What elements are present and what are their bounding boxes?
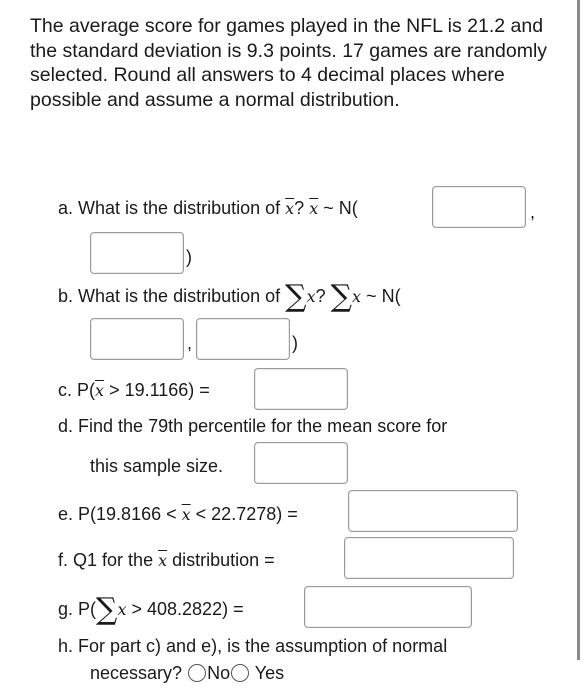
answer-g-input[interactable]: [304, 586, 472, 628]
letter-d: d.: [58, 416, 74, 436]
answer-b-sd-input[interactable]: [196, 318, 290, 360]
xbar-symbol: $\overline{x}$: [309, 199, 319, 218]
question-a: a. What is the distribution of $\overline{x}$? $\overline{x}$ ~ N(: [58, 198, 358, 218]
problem-statement: The average score for games played in the NFL is 21.2 and the standard deviation is 9.3 points. 17 games are randomly selected. Round all answers to 4 decimal places where possible and assume a normal distribution.: [30, 15, 548, 111]
question-f: f. Q1 for the $\overline{x}$ distribution =: [58, 550, 275, 570]
sigma-symbol: ∑: [285, 279, 307, 314]
letter-b: b.: [58, 286, 74, 306]
letter-a: a.: [58, 198, 74, 218]
answer-f-input[interactable]: [344, 537, 514, 579]
right-border: [577, 0, 580, 660]
radio-yes-label[interactable]: Yes: [254, 663, 285, 683]
answer-a-sd-input[interactable]: [90, 232, 184, 274]
answer-c-input[interactable]: [254, 368, 348, 410]
letter-h: h.: [58, 636, 74, 656]
radio-no[interactable]: [188, 664, 206, 682]
answer-d-input[interactable]: [254, 442, 348, 484]
letter-f: f.: [58, 550, 69, 570]
sigma-symbol: ∑: [96, 592, 118, 627]
question-d: d. Find the 79th percentile for the mean score for: [58, 416, 448, 436]
question-h-line2: necessary? No Yes: [90, 663, 285, 683]
question-e: e. $P(19.8166 < \overline{x} < 22.7278)$ =: [58, 504, 298, 524]
radio-yes[interactable]: [231, 664, 249, 682]
question-g: g. P(∑x > 408.2822) =: [58, 592, 244, 627]
answer-b-mean-input[interactable]: [90, 318, 184, 360]
letter-e: e.: [58, 504, 74, 524]
answer-a-mean-input[interactable]: [432, 186, 526, 228]
xbar-symbol: $\overline{x}$: [95, 381, 105, 400]
question-d-line2: this sample size.: [90, 456, 224, 476]
question-h: h. For part c) and e), is the assumption of normal: [58, 636, 448, 656]
xbar-symbol: $\overline{x}$: [285, 199, 295, 218]
radio-no-label[interactable]: No: [207, 663, 231, 683]
xbar-symbol: $\overline{x}$: [181, 505, 191, 524]
question-b: b. What is the distribution of ∑x? ∑x ~ N(: [58, 279, 401, 314]
sigma-symbol: ∑: [330, 279, 353, 314]
answer-e-input[interactable]: [348, 490, 518, 532]
letter-g: g.: [58, 599, 74, 619]
question-c: c. $P(\overline{x} > 19.1166)$ =: [58, 380, 210, 400]
letter-c: c.: [58, 380, 73, 400]
xbar-symbol: $\overline{x}$: [158, 551, 168, 570]
